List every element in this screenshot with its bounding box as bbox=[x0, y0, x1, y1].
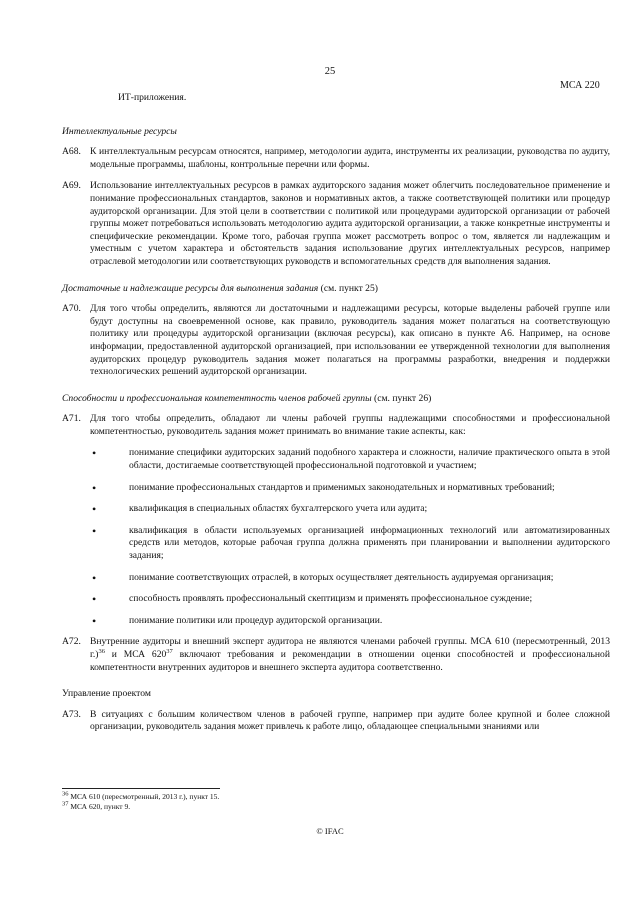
paragraph-number: A69. bbox=[62, 180, 81, 192]
list-item bbox=[90, 572, 610, 585]
competence-bullet-list bbox=[62, 447, 610, 627]
footer-copyright: © IFAC bbox=[316, 826, 344, 836]
list-item-text: понимание профессиональных стандартов и применимых законодательных и нормативных требований; bbox=[129, 481, 555, 493]
list-item bbox=[90, 503, 610, 516]
page-number: 25 bbox=[324, 66, 336, 77]
paragraph-text: Для того чтобы определить, являются ли достаточными и надлежащими ресурсы, которые выделены рабочей группе или будут доступны на своевременной основе, как правило, руководитель задания может полагаться на соответствующую политику или процедуры аудиторской организации (включая ресурсы), как описано в пункте A6. Например, на основе информации, предоставленной аудиторской организацией, при использовании ее утвержденной технологии для выполнения аудиторских процедур руководитель задания может полагаться на программы разработки, внедрения и поддержки технологических решений аудиторской организации. bbox=[90, 303, 610, 378]
document-body bbox=[62, 92, 610, 743]
paragraph-text: Для того чтобы определить, обладают ли члены рабочей группы надлежащими способностями и профессиональной компетентностью, руководитель задания может принимать во внимание такие аспекты, как: bbox=[90, 413, 610, 437]
section-heading-text: Интеллектуальные ресурсы bbox=[62, 125, 177, 137]
footnotes bbox=[62, 792, 219, 812]
footnote-mark: 37 bbox=[62, 800, 69, 808]
bullet-icon: • bbox=[92, 592, 97, 607]
section-heading-text: Достаточные и надлежащие ресурсы для выполнения задания bbox=[62, 282, 319, 294]
paragraph-a68 bbox=[62, 146, 610, 171]
list-item bbox=[90, 593, 610, 606]
paragraph-number: A73. bbox=[62, 708, 81, 720]
section-heading-project-management bbox=[62, 688, 610, 701]
paragraph-text: К интеллектуальным ресурсам относятся, например, методологии аудита, инструменты их реализации, руководства по аудиту, модельные программы, шаблоны, контрольные перечни или формы. bbox=[90, 146, 610, 170]
list-item-text: способность проявлять профессиональный скептицизм и применять профессиональное суждение; bbox=[129, 593, 533, 605]
section-heading-text: Способности и профессиональная компетентность членов рабочей группы bbox=[62, 392, 372, 404]
list-item-text: квалификация в специальных областях бухгалтерского учета или аудита; bbox=[129, 503, 428, 515]
footnote-37 bbox=[62, 802, 219, 812]
bullet-icon: • bbox=[92, 502, 97, 517]
bullet-icon: • bbox=[92, 523, 97, 538]
paragraph-a70 bbox=[62, 303, 610, 379]
footnote-divider bbox=[62, 788, 220, 789]
footnote-ref-37: 37 bbox=[166, 647, 173, 655]
footnote-text: МСА 610 (пересмотренный, 2013 г.), пункт 15. bbox=[70, 792, 220, 801]
bullet-icon: • bbox=[92, 570, 97, 585]
paragraph-text: В ситуациях с большим количеством членов в рабочей группе, например при аудите более крупной и более сложной организации, руководитель задания может привлечь к работе лицо, обладающее специальными знаниями или bbox=[90, 708, 610, 733]
paragraph-a73 bbox=[62, 709, 610, 734]
footnote-ref-36: 36 bbox=[98, 647, 105, 655]
paragraph-text-part: включают требования и рекомендации в отношении оценки способностей и профессиональной компетентности внутренних аудиторов и внешнего эксперта аудитора соответственно. bbox=[90, 649, 610, 673]
section-heading-reference: (см. пункт 26) bbox=[374, 392, 432, 404]
footnote-36 bbox=[62, 792, 219, 802]
footnote-text: МСА 620, пункт 9. bbox=[70, 802, 131, 811]
list-item-text: понимание политики или процедур аудиторской организации. bbox=[129, 614, 383, 626]
bullet-icon: • bbox=[92, 446, 97, 461]
list-item-text: понимание специфики аудиторских заданий подобного характера и сложности, наличие практического опыта в этой области, достигаемые соответствующей профессиональной подготовкой и участием; bbox=[129, 447, 610, 472]
list-item bbox=[90, 482, 610, 495]
section-heading-reference: (см. пункт 25) bbox=[320, 282, 378, 294]
bullet-icon: • bbox=[92, 613, 97, 628]
paragraph-text-part: и МСА 620 bbox=[104, 649, 167, 660]
paragraph-text bbox=[90, 636, 610, 674]
footnote-mark: 36 bbox=[62, 790, 69, 798]
list-item bbox=[90, 615, 610, 628]
bullet-icon: • bbox=[92, 480, 97, 495]
section-heading-sufficient-resources bbox=[62, 283, 610, 296]
section-heading-competence bbox=[62, 393, 610, 406]
paragraph-number: A72. bbox=[62, 636, 81, 648]
paragraph-a71 bbox=[62, 413, 610, 438]
intro-fragment: ИТ-приложения. bbox=[118, 92, 187, 103]
list-item bbox=[90, 525, 610, 563]
list-item-text: понимание соответствующих отраслей, в которых осуществляет деятельность аудируемая организация; bbox=[129, 571, 554, 583]
section-heading-intellectual-resources bbox=[62, 126, 610, 139]
paragraph-text: Использование интеллектуальных ресурсов в рамках аудиторского задания может облегчить последовательное применение и понимание профессиональных стандартов, законов и нормативных актов, а также соответствующей политики или процедур аудиторской организации. Для этой цели в соответствии с политикой или процедурами аудиторской организации от рабочей группы может потребоваться использовать методологию аудита аудиторской организации, а также конкретные инструменты и специфические рекомендации. Кроме того, рабочая группа может рассмотреть вопрос о том, является ли надлежащим и уместным с учетом характера и обстоятельств задания использование других интеллектуальных ресурсов, например отраслевой методологии или соответствующих руководств и вспомогательных средств для выполнения задания. bbox=[90, 180, 610, 267]
paragraph-a72 bbox=[62, 636, 610, 674]
list-item bbox=[90, 447, 610, 472]
paragraph-number: A70. bbox=[62, 303, 81, 315]
section-heading-text: Управление проектом bbox=[62, 688, 151, 700]
paragraph-number: A71. bbox=[62, 413, 81, 425]
paragraph-text-part: Внутренние аудиторы и внешний эксперт аудитора не являются членами рабочей группы. МСА 610 (пересмотренный, 2013 г.) bbox=[90, 636, 610, 660]
standard-label: МСА 220 bbox=[560, 80, 600, 91]
paragraph-number: A68. bbox=[62, 146, 81, 158]
paragraph-a69 bbox=[62, 180, 610, 268]
list-item-text: квалификация в области используемых организацией информационных технологий или автоматизированных средств или методов, которые рабочая группа должна применять при планировании и выполнении аудиторского задания; bbox=[129, 524, 610, 562]
